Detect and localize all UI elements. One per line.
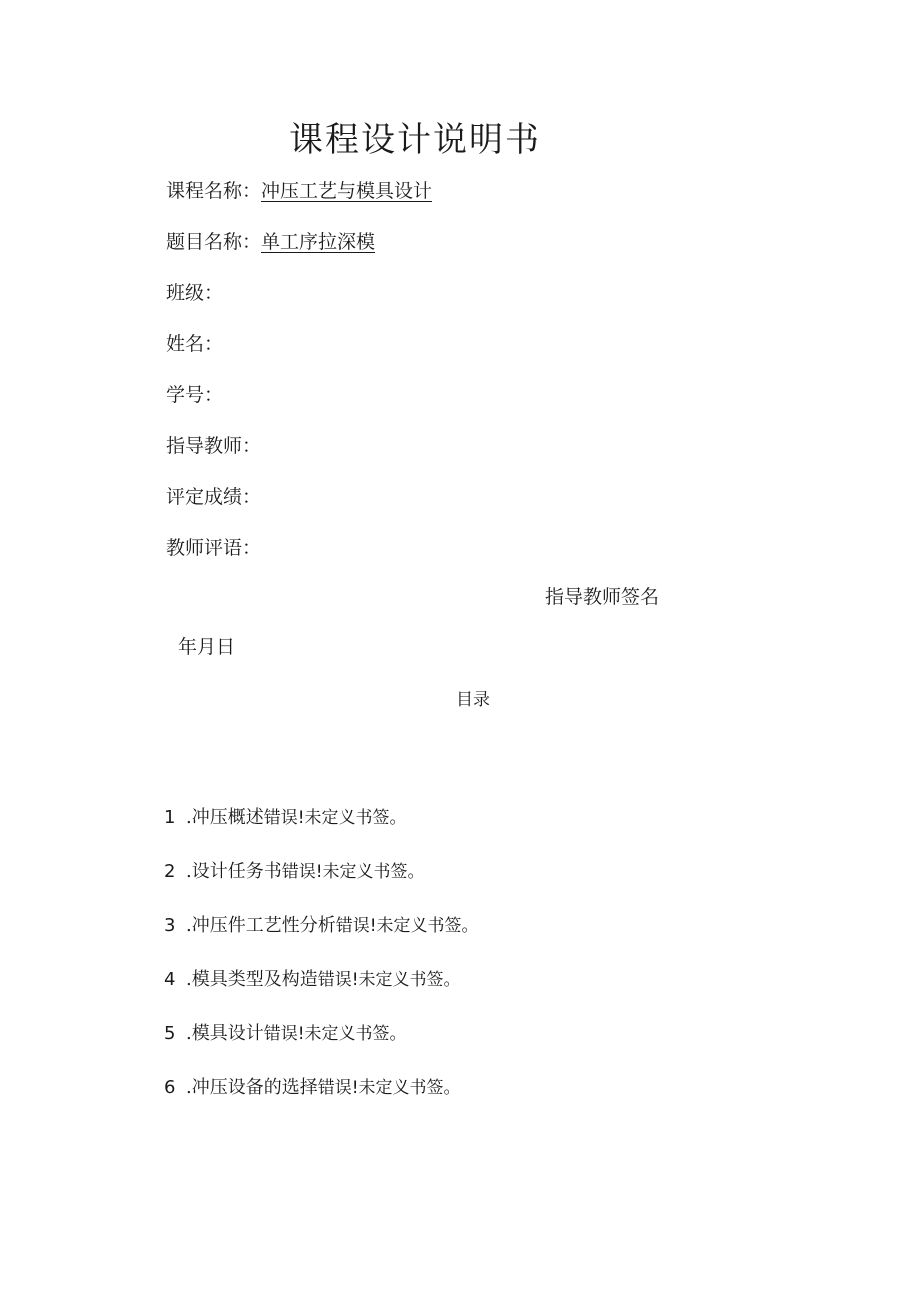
field-topic-name: [166, 225, 432, 276]
toc-item[interactable]: [164, 857, 479, 911]
toc-item-text: .模具设计: [186, 1023, 264, 1044]
toc-item-number: 4: [164, 969, 176, 990]
toc-item-number: 1: [164, 807, 176, 828]
toc-item[interactable]: [164, 1019, 479, 1073]
field-label: 教师评语：: [166, 537, 262, 559]
field-course-name: [166, 174, 432, 225]
toc-item-number: 6: [164, 1077, 176, 1098]
field-label: 题目名称：: [166, 231, 262, 253]
field-student-id: [166, 378, 432, 429]
toc-item-error: 错误!未定义书签。: [335, 916, 479, 936]
toc-item-error: 错误!未定义书签。: [263, 1024, 407, 1044]
table-of-contents: [164, 803, 479, 1127]
document-title: 课程设计说明书: [289, 120, 541, 160]
field-value: 冲压工艺与模具设计: [261, 180, 433, 202]
toc-item-text: .冲压概述: [186, 807, 264, 828]
toc-item-text: .冲压设备的选择: [186, 1077, 318, 1098]
field-label: 姓名：: [166, 333, 224, 355]
toc-item-number: 2: [164, 861, 176, 882]
field-label: 课程名称：: [166, 180, 262, 202]
field-label: 班级：: [166, 282, 224, 304]
field-value: 单工序拉深模: [261, 231, 376, 253]
toc-item-text: .设计任务书: [186, 861, 282, 882]
info-fields: [166, 174, 432, 582]
toc-item[interactable]: [164, 965, 479, 1019]
toc-heading: 目录: [456, 690, 490, 710]
toc-item-number: 5: [164, 1023, 176, 1044]
field-class: [166, 276, 432, 327]
field-grade: [166, 480, 432, 531]
field-label: 指导教师：: [166, 435, 262, 457]
toc-item-error: 错误!未定义书签。: [263, 808, 407, 828]
field-name: [166, 327, 432, 378]
instructor-signature: 指导教师签名: [545, 586, 660, 608]
field-comments: [166, 531, 432, 582]
toc-item[interactable]: [164, 803, 479, 857]
toc-item-text: .冲压件工艺性分析: [186, 915, 336, 936]
date-line: 年月日: [178, 636, 236, 658]
toc-item[interactable]: [164, 911, 479, 965]
toc-item-text: .模具类型及构造: [186, 969, 318, 990]
field-label: 评定成绩：: [166, 486, 262, 508]
toc-item-error: 错误!未定义书签。: [317, 970, 461, 990]
field-instructor: [166, 429, 432, 480]
toc-item-error: 错误!未定义书签。: [281, 862, 425, 882]
toc-item-number: 3: [164, 915, 176, 936]
field-label: 学号：: [166, 384, 224, 406]
toc-item-error: 错误!未定义书签。: [317, 1078, 461, 1098]
toc-item[interactable]: [164, 1073, 479, 1127]
